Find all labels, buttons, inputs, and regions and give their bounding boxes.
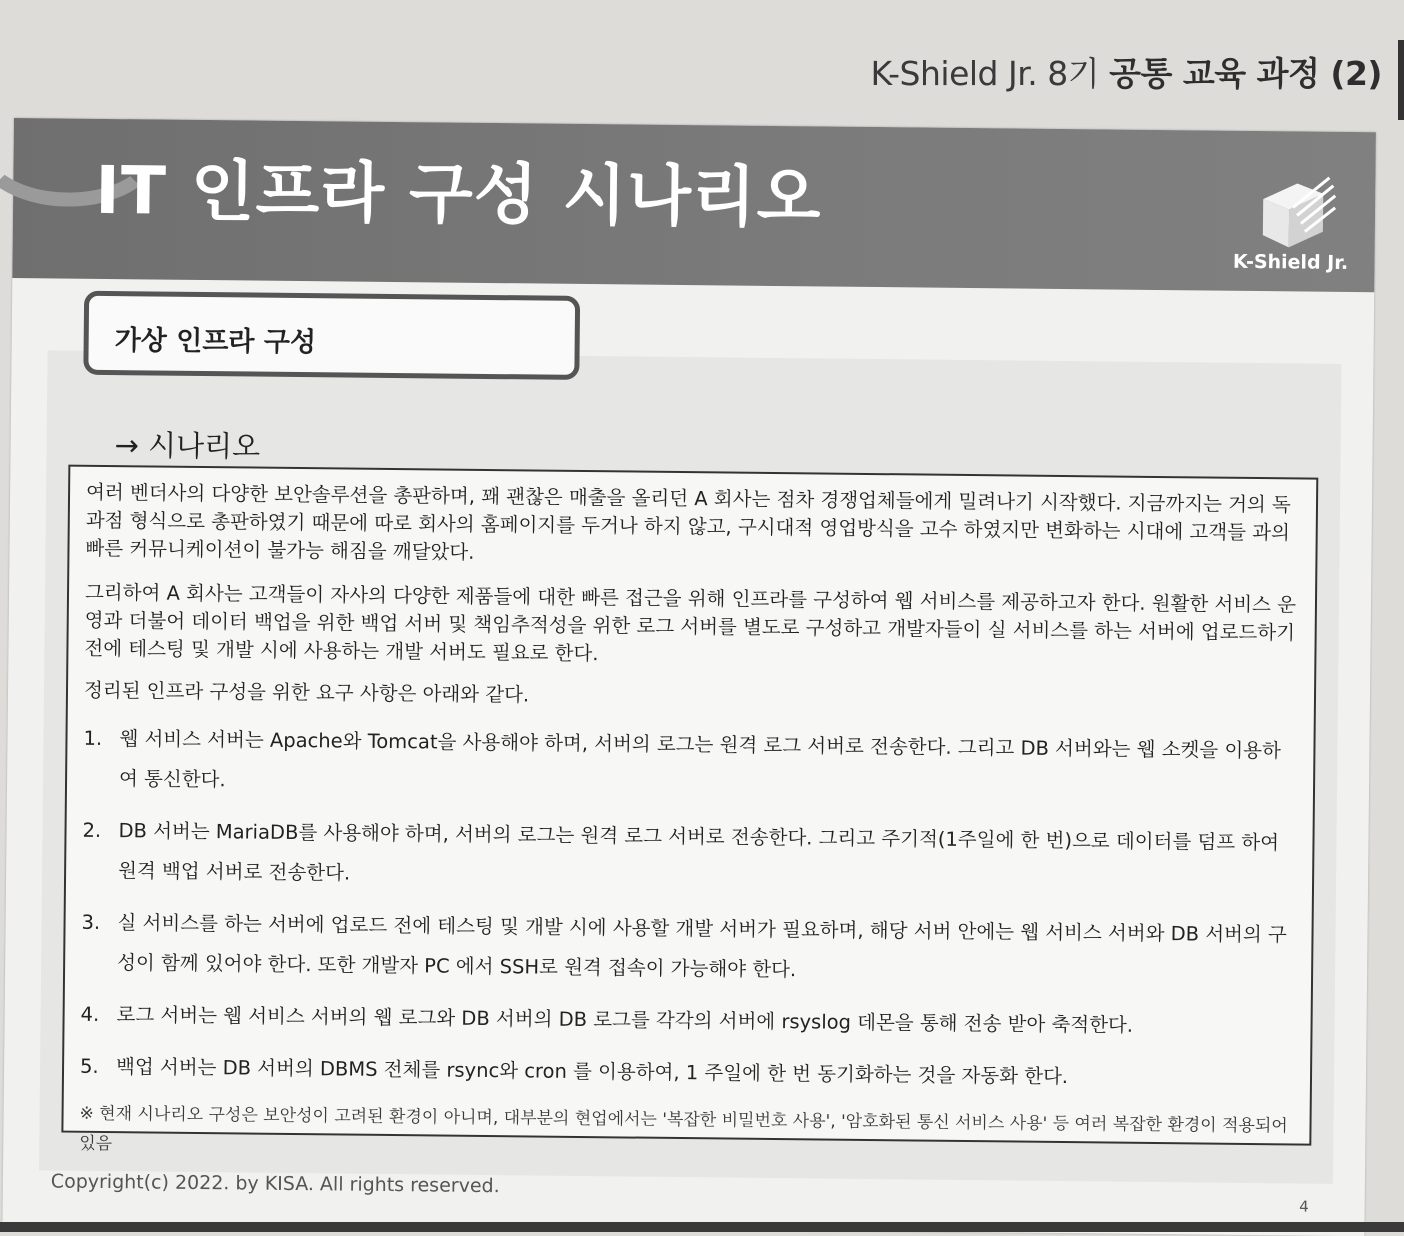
requirement-text: 실 서비스를 하는 서버에 업로드 전에 테스팅 및 개발 시에 사용할 개발 서버가 필요하며, 해당 서버 안에는 웹 서비스 서버와 DB 서버의 구성이 함께 있어야 한다. 또한 개발자 PC 에서 SSH로 원격 접속이 가능해야 한다. — [117, 911, 1287, 982]
book-logo-icon — [1231, 169, 1352, 250]
scenario-note: ※ 현재 시나리오 구성은 보안성이 고려된 환경이 아니며, 대부분의 현업에서는 '복잡한 비밀번호 사용', '암호화된 통신 서비스 사용' 등 여러 복잡한 환경이 적용되어 있음 — [79, 1103, 1288, 1155]
slide-title: IT 인프라 구성 시나리오 — [94, 151, 822, 237]
requirement-number: 3. — [81, 910, 101, 934]
requirement-text: 웹 서비스 서버는 Apache와 Tomcat을 사용해야 하며, 서버의 로그는 원격 로그 서버로 전송한다. 그리고 DB 서버와는 웹 소켓을 이용하여 통신한다. — [118, 727, 1282, 792]
course-header-prefix: K-Shield Jr. 8기 — [870, 54, 1100, 93]
course-header — [870, 48, 1382, 95]
requirement-number: 5. — [79, 1054, 99, 1078]
requirement-item — [83, 719, 1298, 812]
requirement-text: 백업 서버는 DB 서버의 DBMS 전체를 rsync와 cron 를 이용하여, 1 주일에 한 번 동기화하는 것을 자동화 한다. — [115, 1055, 1069, 1089]
course-header-suffix: 공통 교육 과정 (2) — [1109, 54, 1382, 93]
requirements-list — [80, 719, 1298, 1100]
section-title: 가상 인프라 구성 — [114, 325, 317, 359]
scenario-paragraph: 정리된 인프라 구성을 위한 요구 사항은 아래와 같다. — [83, 678, 530, 707]
slide — [2, 118, 1375, 1236]
requirement-text: 로그 서버는 웹 서비스 서버의 웹 로그와 DB 서버의 DB 로그를 각각의 서버에 rsyslog 데몬을 통해 전송 받아 축적한다. — [116, 1003, 1134, 1037]
kshield-logo — [1230, 169, 1351, 280]
page-number: 4 — [1299, 1197, 1309, 1216]
requirement-item — [82, 811, 1297, 904]
requirement-text: DB 서버는 MariaDB를 사용해야 하며, 서버의 로그는 원격 로그 서버로 전송한다. 그리고 주기적(1주일에 한 번)으로 데이터를 덤프 하여 원격 백업 서버로 전송한다. — [118, 819, 1280, 885]
requirement-number: 4. — [80, 1002, 100, 1026]
requirement-number: 1. — [83, 726, 103, 750]
scenario-textbox — [61, 465, 1318, 1155]
requirement-item — [80, 1047, 1294, 1100]
title-banner — [12, 118, 1376, 292]
copyright: Copyright(c) 2022. by KISA. All rights reserved. — [50, 1170, 500, 1198]
logo-text: K-Shield Jr. — [1232, 250, 1349, 274]
requirement-item — [80, 995, 1294, 1048]
requirement-number: 2. — [82, 818, 102, 842]
requirement-item — [81, 903, 1296, 996]
scenario-paragraph: 여러 벤더사의 다양한 보안솔루션을 총판하며, 꽤 괜찮은 매출을 올리던 A 회사는 점차 경쟁업체들에게 밀려나기 시작했다. 지금까지는 거의 독과점 형식으로 총판하였기 때문에 따로 회사의 홈페이지를 두거나 하지 않고, 구시대적 영업방식을 고수 하였지만 변화하는 시대에 고객들 과의 빠른 커뮤니케이션이 불가능 해짐을 깨달았다. — [85, 480, 1291, 564]
scenario-paragraph: 그리하여 A 회사는 고객들이 자사의 다양한 제품들에 대한 빠른 접근을 위해 인프라를 구성하여 웹 서비스를 제공하고자 한다. 원활한 서비스 운영과 더불어 데이터 백업을 위한 백업 서버 및 책임추적성을 위한 로그 서버를 별도로 구성하고 개발자들이 실 서비스를 하는 서버에 업로드하기 전에 테스팅 및 개발 시에 사용하는 개발 서버도 필요로 한다. — [84, 580, 1297, 666]
header-divider — [1398, 40, 1404, 120]
scenario-heading: → 시나리오 — [114, 428, 261, 464]
page-bottom-edge — [0, 1222, 1404, 1232]
section-title-box — [83, 291, 580, 380]
